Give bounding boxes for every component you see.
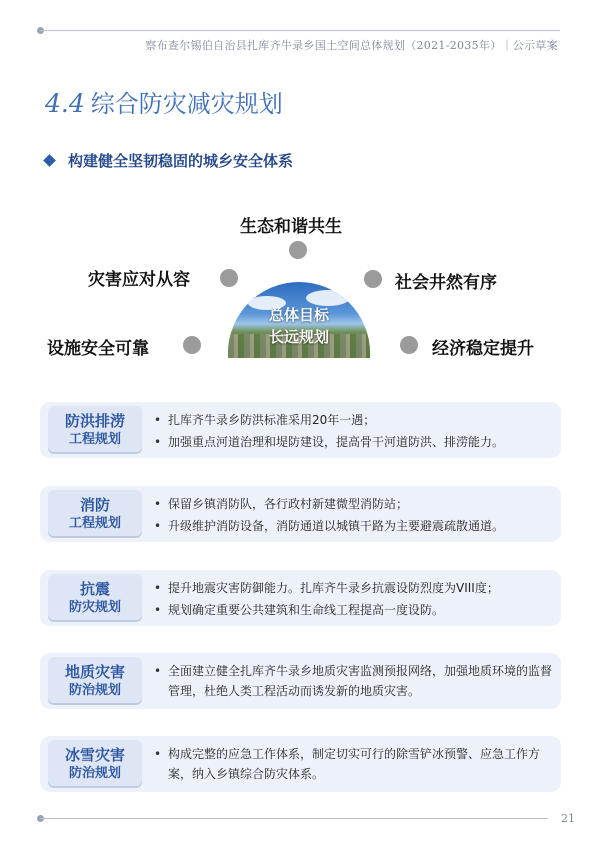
- list-item: [154, 410, 554, 430]
- goal-upper-right: 社会井然有序: [395, 273, 497, 293]
- plan-label-line2: 工程规划: [68, 431, 121, 447]
- goal-lower-left-dot: [183, 336, 201, 354]
- goal-lower-right-dot: [400, 336, 418, 354]
- subheading-text: 构建健全坚韧稳固的城乡安全体系: [68, 152, 294, 170]
- goal-top: 生态和谐共生: [240, 217, 342, 237]
- subheading: [45, 150, 293, 171]
- list-item: [154, 744, 554, 784]
- plan-items: [154, 744, 554, 786]
- list-item: [154, 516, 554, 536]
- plan-label: [48, 574, 142, 620]
- plan-label: [48, 740, 142, 786]
- item-text: 保留乡镇消防队，各行政村新建微型消防站；: [168, 497, 409, 511]
- diamond-bullet-icon: [43, 154, 56, 167]
- bullet-icon: •: [154, 519, 162, 533]
- list-item: [154, 600, 554, 620]
- bullet-icon: •: [154, 413, 162, 427]
- item-text: 加强重点河道治理和堤防建设，提高骨干河道防洪、排涝能力。: [168, 435, 505, 449]
- goal-upper-left-dot: [220, 269, 238, 287]
- item-text: 扎库齐牛录乡防洪标准采用20年一遇；: [168, 413, 376, 427]
- section-heading: [45, 84, 283, 119]
- plan-items: [154, 578, 554, 622]
- bullet-icon: •: [154, 747, 162, 761]
- item-text: 提升地震灾害防御能力。扎库齐牛录乡抗震设防烈度为VIII度；: [168, 581, 499, 595]
- plan-items: [154, 494, 554, 538]
- plan-snow-ice: [40, 736, 561, 792]
- page-number: 21: [561, 812, 575, 825]
- plan-fire-protection: [40, 486, 561, 542]
- plan-label-line2: 防治规划: [68, 765, 121, 781]
- central-goal-dome: [228, 282, 370, 358]
- goal-upper-right-dot: [364, 270, 382, 288]
- plan-geological: [40, 653, 561, 709]
- bullet-icon: •: [154, 664, 162, 678]
- plan-flood-control: [40, 402, 561, 458]
- list-item: [154, 578, 554, 598]
- item-text: 升级维护消防设备，消防通道以城镇干路为主要避震疏散通道。: [168, 519, 505, 533]
- list-item: [154, 494, 554, 514]
- item-text: 全面建立健全扎库齐牛录乡地质灾害监测预报网络，加强地质环境的监督管理，杜绝人类工程活动而诱发新的地质灾害。: [168, 664, 553, 698]
- footer-rule: [40, 818, 548, 819]
- bullet-icon: •: [154, 497, 162, 511]
- plan-label-line1: 抗震: [79, 579, 110, 598]
- plan-items: [154, 410, 554, 454]
- item-text: 构成完整的应急工作体系，制定切实可行的除雪铲冰预警、应急工作方案，纳入乡镇综合防灾体系。: [168, 747, 541, 781]
- section-title: 综合防灾减灾规划: [90, 90, 283, 118]
- bullet-icon: •: [154, 435, 162, 449]
- item-text: 规划确定重要公共建筑和生命线工程提高一度设防。: [168, 603, 445, 617]
- section-number: 4.4: [45, 89, 85, 118]
- plan-label-line1: 防洪排涝: [64, 411, 125, 430]
- plan-earthquake: [40, 570, 561, 626]
- plan-label: [48, 657, 142, 703]
- goal-lower-left: 设施安全可靠: [47, 339, 149, 359]
- list-item: [154, 661, 554, 701]
- plan-label-line1: 冰雪灾害: [64, 745, 125, 764]
- plan-items: [154, 661, 554, 703]
- central-goal-line1: 总体目标: [268, 306, 329, 324]
- list-item: [154, 432, 554, 452]
- plan-label-line1: 消防: [79, 495, 110, 514]
- bullet-icon: •: [154, 603, 162, 617]
- header-rule: [40, 30, 560, 31]
- plan-label-line2: 防灾规划: [68, 599, 121, 615]
- goal-upper-left: 灾害应对从容: [88, 270, 190, 290]
- plan-label-line1: 地质灾害: [64, 662, 125, 681]
- running-header: 察布查尔锡伯自治县扎库齐牛录乡国土空间总体规划（2021-2035年）｜公示草案: [145, 39, 558, 52]
- goal-top-dot: [289, 241, 307, 259]
- goal-lower-right: 经济稳定提升: [432, 339, 534, 359]
- central-goal-line2: 长远规划: [268, 328, 329, 346]
- plan-label: [48, 406, 142, 452]
- bullet-icon: •: [154, 581, 162, 595]
- plan-label-line2: 工程规划: [68, 515, 121, 531]
- plan-label-line2: 防治规划: [68, 682, 121, 698]
- plan-label: [48, 490, 142, 536]
